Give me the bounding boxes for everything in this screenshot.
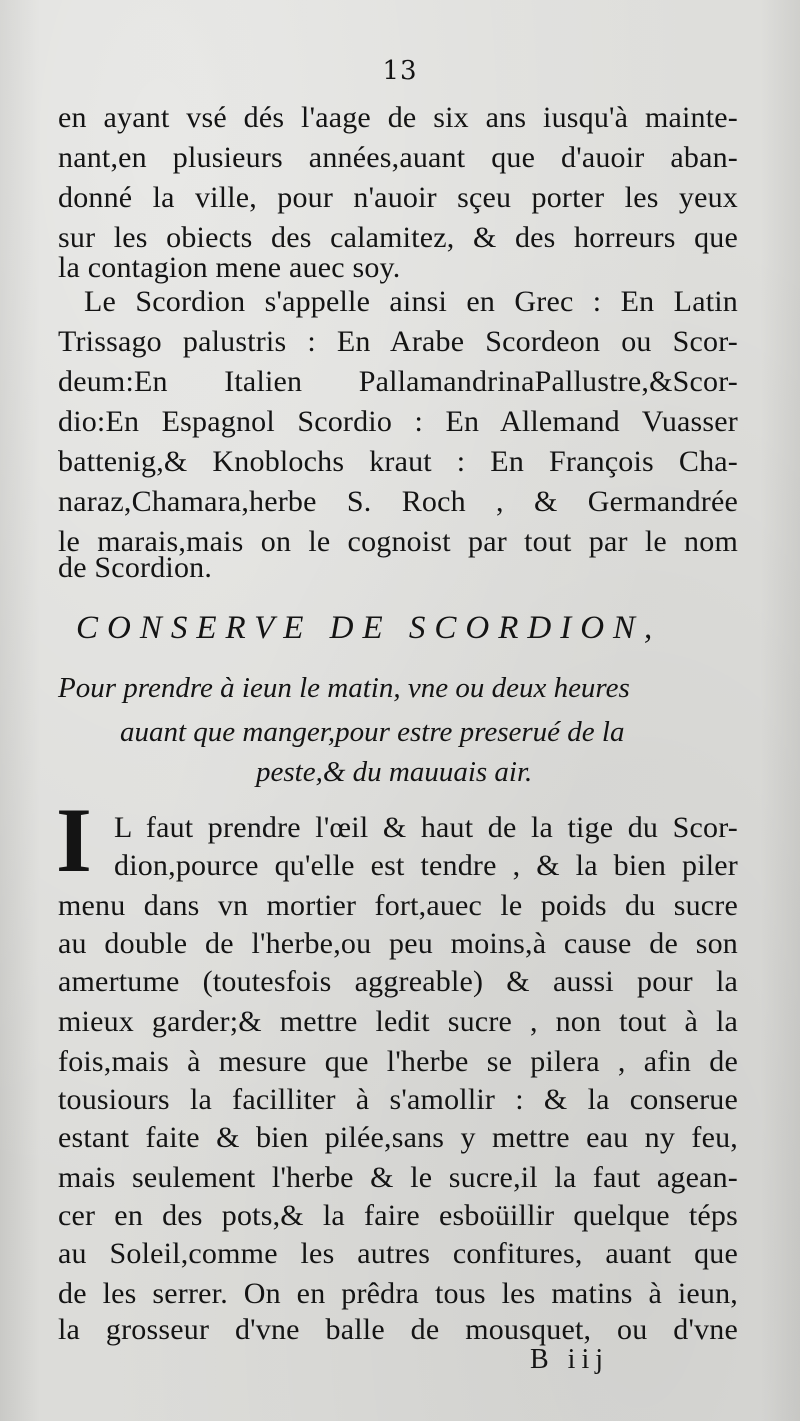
text-line: Le Scordion s'appelle ainsi en Grec : En Latin [84,285,738,318]
subheading-line: peste,& du mauuais air. [256,756,533,788]
signature-mark: B iij [530,1344,610,1375]
text-line: dio:En Espagnol Scordio : En Allemand Vuasser [58,405,738,438]
text-line: menu dans vn mortier fort,auec le poids du sucre [58,889,738,922]
text-line: en ayant vsé dés l'aage de six ans iusqu'à mainte- [58,101,738,134]
subheading-line: auant que manger,pour estre preserué de la [120,716,625,748]
text-line: nant,en plusieurs années,auant que d'auoir aban- [58,141,738,174]
subheading-line: Pour prendre à ieun le matin, vne ou deux heures [58,672,630,704]
text-line: tousiours la facilliter à s'amollir : & la conserue [58,1083,738,1116]
text-line: au double de l'herbe,ou peu moins,à cause de son [58,927,738,960]
text-line: naraz,Chamara,herbe S. Roch , & Germandrée [58,485,738,518]
text-line: donné la ville, pour n'auoir sçeu porter les yeux [58,181,738,214]
text-line: au Soleil,comme les autres confitures, auant que [58,1237,738,1270]
text-line: de les serrer. On en prêdra tous les matins à ieun, [58,1277,738,1310]
text-line: mieux garder;& mettre ledit sucre , non tout à la [58,1005,738,1038]
text-line: deum:En Italien PallamandrinaPallustre,&Scor- [58,365,738,398]
text-line: fois,mais à mesure que l'herbe se pilera , afin de [58,1045,738,1078]
text-line: amertume (toutesfois aggreable) & aussi pour la [58,965,738,998]
text-line: le marais,mais on le cognoist par tout par le nom [58,525,738,558]
text-line: estant faite & bien pilée,sans y mettre eau ny feu, [58,1121,738,1154]
text-line: mais seulement l'herbe & le sucre,il la faut agean- [58,1161,738,1194]
text-line: L faut prendre l'œil & haut de la tige du Scor- [114,811,738,844]
text-line: de Scordion. [58,551,213,584]
text-line: la grosseur d'vne balle de mousquet, ou d'vne [58,1313,738,1346]
text-line: la contagion mene auec soy. [58,251,401,284]
page-number: 13 [382,56,418,86]
text-line: dion,pource qu'elle est tendre , & la bien piler [114,849,738,882]
text-line: Trissago palustris : En Arabe Scordeon ou Scor- [58,325,738,358]
drop-cap: I [56,789,92,891]
text-line: battenig,& Knoblochs kraut : En François Cha- [58,445,738,478]
section-heading: CONSERVE DE SCORDION, [76,610,662,646]
text-line: sur les obiects des calamitez, & des horreurs que [58,221,738,254]
text-line: cer en des pots,& la faire esboüillir quelque téps [58,1199,738,1232]
